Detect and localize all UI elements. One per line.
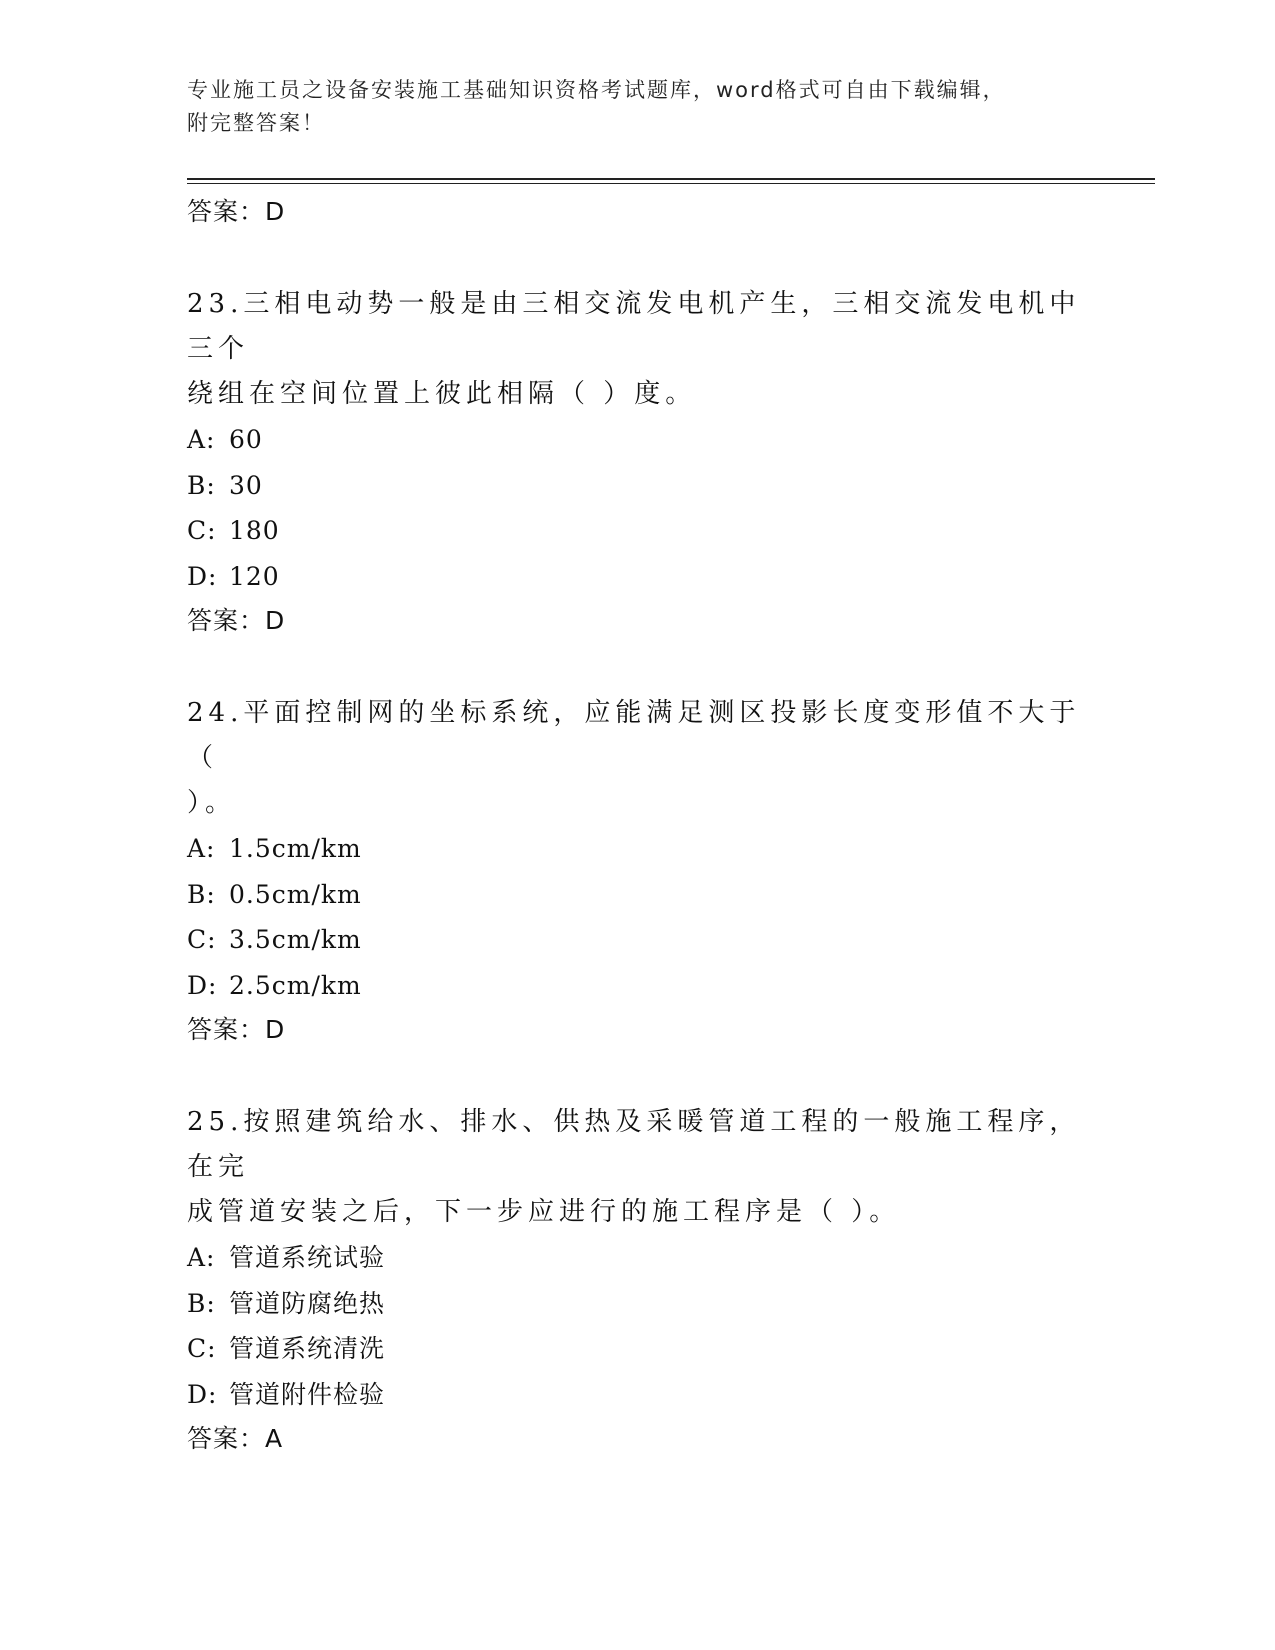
header-line-2: 附完整答案！ [187,111,325,135]
option-a [187,417,1087,463]
option-value: 3.5cm/km [229,925,362,954]
question-text-line: 成管道安装之后，下一步应进行的施工程序是（ ）。 [187,1197,901,1227]
question-text [187,1100,1087,1235]
option-key: B: [187,879,216,909]
question-text-line: ）。 [187,788,237,818]
question-24 [187,691,1087,1052]
question-25 [187,1100,1087,1461]
option-key: A: [187,425,216,454]
option-value: 180 [229,516,280,545]
option-value: 1.5cm/km [229,834,362,863]
question-text-line: 25.按照建筑给水、排水、供热及采暖管道工程的一般施工程序，在完 [187,1107,1081,1182]
question-text [187,282,1087,417]
question-list [187,190,1087,1509]
option-value: 管道系统试验 [229,1243,386,1272]
option-key: B: [187,1288,216,1318]
option-value: 管道系统清洗 [229,1334,386,1363]
option-key: D: [187,561,218,591]
answer-line: 答案：A [187,1424,284,1453]
option-b [187,872,1087,918]
option-b [187,463,1087,509]
option-key: C: [187,925,217,954]
option-value: 管道附件检验 [229,1379,386,1409]
document-header [187,74,1067,140]
question-23 [187,282,1087,643]
header-divider-thin [187,183,1155,184]
question-text-line: 23.三相电动势一般是由三相交流发电机产生，三相交流发电机中三个 [187,289,1081,364]
question-text-line: 绕组在空间位置上彼此相隔（ ）度。 [187,379,697,409]
option-a [187,1235,1087,1281]
header-line-1: 专业施工员之设备安装施工基础知识资格考试题库，word格式可自由下载编辑， [187,78,1006,102]
option-value: 60 [229,425,263,454]
option-c [187,1326,1087,1372]
option-key: D: [187,970,218,1000]
option-d [187,963,1087,1009]
option-key: B: [187,470,216,500]
question-text-line: 24.平面控制网的坐标系统，应能满足测区投影长度变形值不大于（ [187,698,1081,773]
answer-line: 答案：D [187,606,286,635]
option-value: 30 [229,470,263,500]
option-a [187,826,1087,872]
option-value: 120 [229,561,280,591]
header-divider-thick [187,178,1155,180]
question-text [187,691,1087,826]
option-b [187,1281,1087,1327]
option-value: 2.5cm/km [229,970,362,1000]
answer-line: 答案：D [187,1015,286,1044]
option-key: A: [187,834,216,863]
option-d [187,1372,1087,1418]
option-key: D: [187,1379,218,1409]
option-key: A: [187,1243,216,1272]
option-d [187,554,1087,600]
option-c [187,508,1087,554]
option-value: 管道防腐绝热 [229,1288,386,1318]
answer-line: 答案：D [187,197,286,226]
option-key: C: [187,1334,217,1363]
option-c [187,917,1087,963]
option-value: 0.5cm/km [229,879,362,909]
option-key: C: [187,516,217,545]
